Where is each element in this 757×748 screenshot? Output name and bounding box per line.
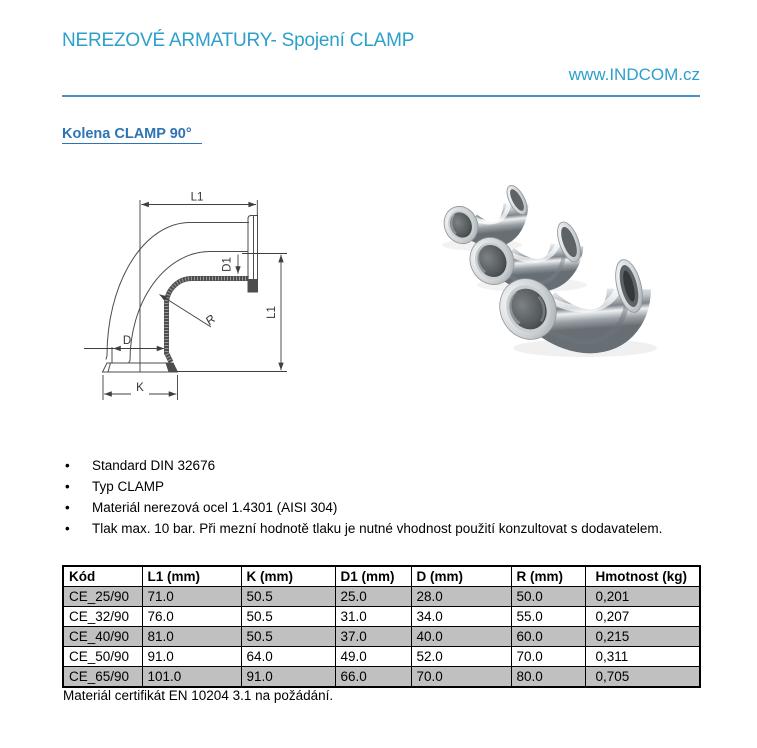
table-cell: 0,311: [585, 647, 700, 667]
table-row: [63, 627, 700, 647]
bullet-icon: •: [65, 458, 70, 473]
table-cell: 50.0: [511, 587, 585, 607]
list-item: [65, 497, 725, 518]
table-cell: 71.0: [142, 587, 241, 607]
table-cell: 0,201: [585, 587, 700, 607]
column-header-d: D (mm): [411, 566, 511, 587]
table-cell: CE_25/90: [63, 587, 142, 607]
website-link[interactable]: www.INDCOM.cz: [568, 65, 700, 84]
table-cell: 25.0: [335, 587, 411, 607]
table-cell: 91.0: [142, 647, 241, 667]
table-cell: 37.0: [335, 627, 411, 647]
table-cell: 66.0: [335, 667, 411, 688]
table-header-row: [63, 566, 700, 587]
table-cell: 91.0: [241, 667, 335, 688]
table-row: [63, 587, 700, 607]
table-row: [63, 667, 700, 688]
bullet-icon: •: [65, 479, 70, 494]
table-cell: 70.0: [511, 647, 585, 667]
table-cell: 0,215: [585, 627, 700, 647]
column-header-hmotnost: Hmotnost (kg): [585, 566, 700, 587]
dim-label-d1: D1: [221, 257, 234, 272]
dim-label-r: R: [202, 311, 219, 329]
table-row: [63, 607, 700, 627]
bullet-text: Standard DIN 32676: [92, 458, 216, 473]
table-cell: 101.0: [142, 667, 241, 688]
bullet-text: Materiál nerezová ocel 1.4301 (AISI 304): [92, 500, 338, 515]
table-cell: 64.0: [241, 647, 335, 667]
list-item: [65, 476, 725, 497]
bullet-text: Tlak max. 10 bar. Při mezní hodnotě tlaku je nutné vhodnost použití konzultovat s dodavatelem.: [92, 521, 663, 536]
page-title: NEREZOVÉ ARMATURY- Spojení CLAMP: [62, 30, 415, 51]
table-cell: 0,207: [585, 607, 700, 627]
material-certificate-note: Materiál certifikát EN 10204 3.1 na požádání.: [63, 688, 334, 703]
header-divider: [62, 95, 700, 97]
feature-list: [65, 455, 725, 539]
table-cell: 76.0: [142, 607, 241, 627]
table-cell: 40.0: [411, 627, 511, 647]
dim-label-l1-right: L1: [266, 306, 278, 319]
table-cell: CE_40/90: [63, 627, 142, 647]
table-cell: CE_32/90: [63, 607, 142, 627]
table-cell: 34.0: [411, 607, 511, 627]
table-cell: 28.0: [411, 587, 511, 607]
table-cell: CE_65/90: [63, 667, 142, 688]
column-header-k: K (mm): [241, 566, 335, 587]
list-item: [65, 518, 725, 539]
table-cell: 50.5: [241, 627, 335, 647]
list-item: [65, 455, 725, 476]
section-link-kolena-clamp-90[interactable]: Kolena CLAMP 90°: [62, 126, 202, 144]
table-cell: 60.0: [511, 627, 585, 647]
table-cell: 31.0: [335, 607, 411, 627]
column-header-d1: D1 (mm): [335, 566, 411, 587]
bullet-icon: •: [65, 500, 70, 515]
product-photo: [432, 160, 732, 362]
table-cell: CE_50/90: [63, 647, 142, 667]
table-cell: 80.0: [511, 667, 585, 688]
technical-drawing: [80, 173, 298, 407]
column-header-r: R (mm): [511, 566, 585, 587]
table-cell: 81.0: [142, 627, 241, 647]
table-cell: 49.0: [335, 647, 411, 667]
table-cell: 70.0: [411, 667, 511, 688]
table-cell: 0,705: [585, 667, 700, 688]
dim-label-l1-top: L1: [190, 191, 204, 204]
column-header-l1: L1 (mm): [142, 566, 241, 587]
table-cell: 50.5: [241, 607, 335, 627]
bullet-icon: •: [65, 521, 70, 536]
table-cell: 50.5: [241, 587, 335, 607]
table-cell: 52.0: [411, 647, 511, 667]
spec-table: [62, 565, 701, 688]
table-row: [63, 647, 700, 667]
table-cell: 55.0: [511, 607, 585, 627]
column-header-kod: Kód: [63, 566, 142, 587]
dim-label-d: D: [122, 335, 132, 347]
bullet-text: Typ CLAMP: [92, 479, 165, 494]
dim-label-k: K: [136, 382, 144, 394]
